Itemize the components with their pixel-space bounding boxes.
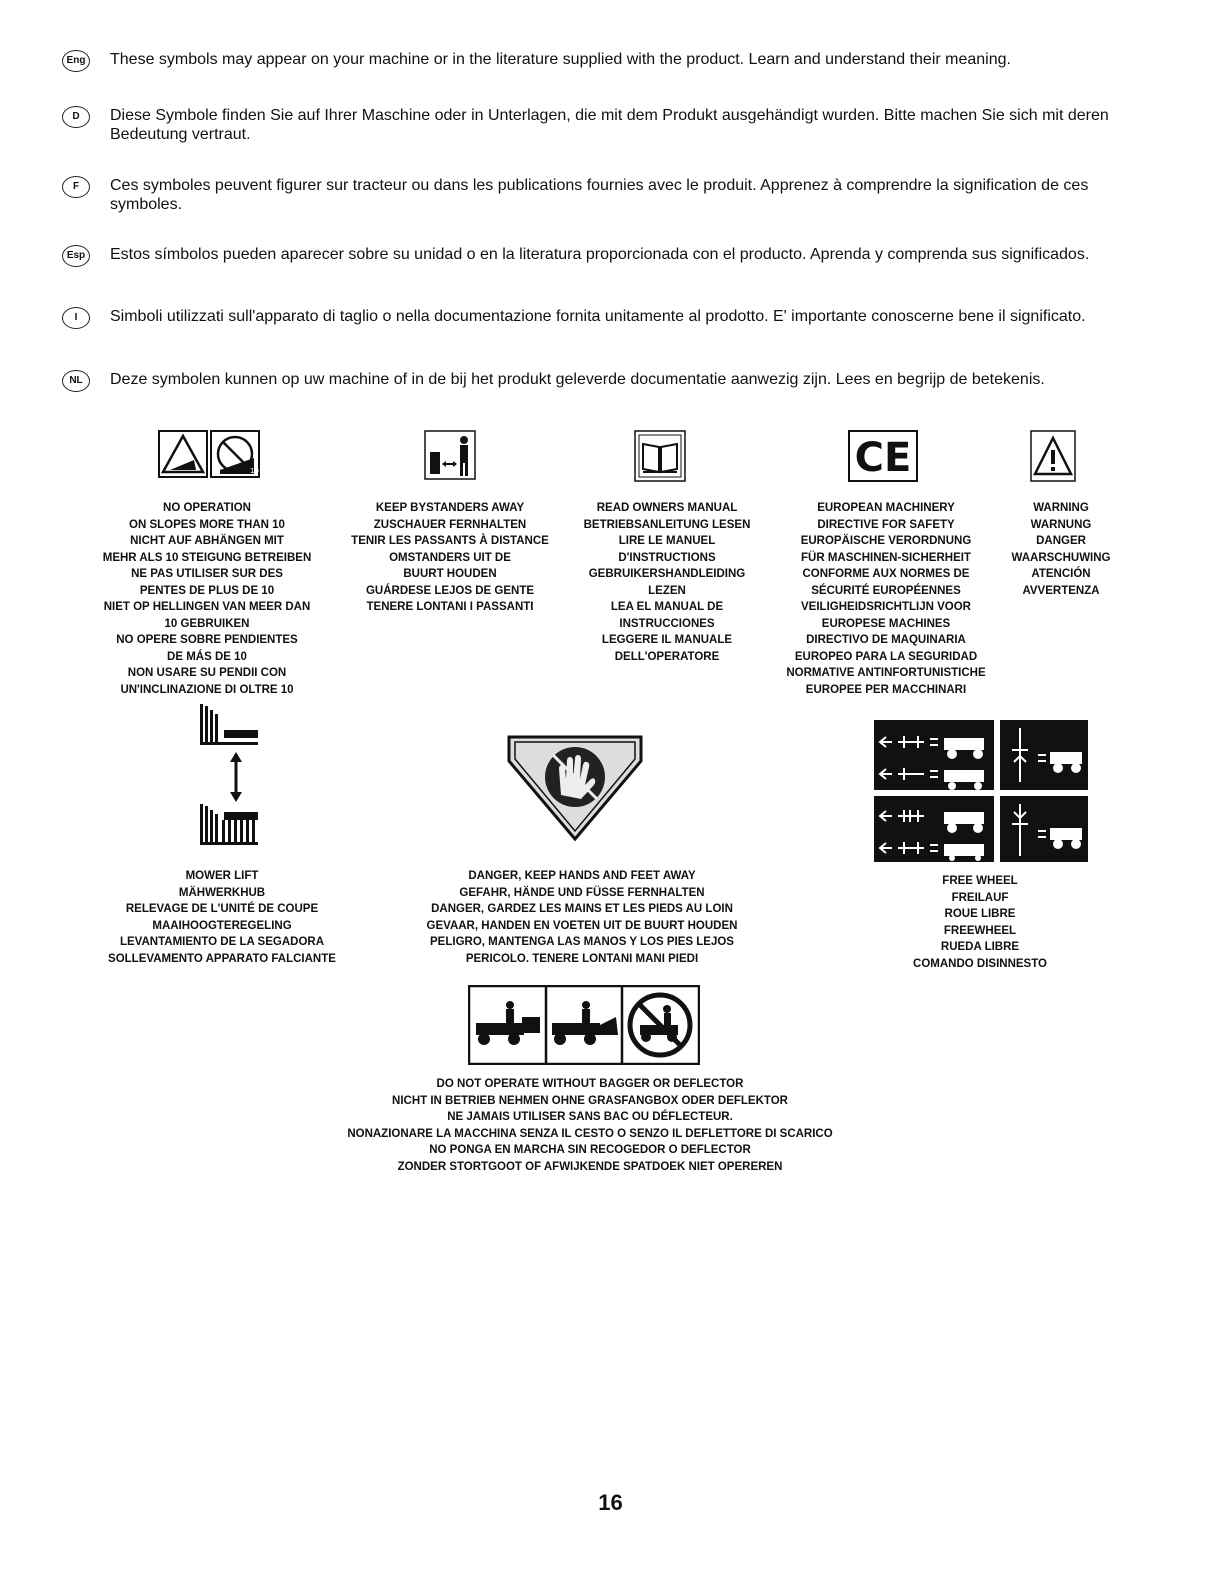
caption-bagger: DO NOT OPERATE WITHOUT BAGGER OR DEFLECTOR NICHT IN BETRIEB NEHMEN OHNE GRASFANGBOX ODER DEFLEKTOR NE JAMAIS UTILISER SANS BAC OU DÉFLECTEUR. NONAZIONARE LA MACCHINA SENZA IL CESTO O SENZO IL DEFLETTORE DI SCARICO NO PONGA EN MARCHA SIN RECOGEDOR O DEFLECTOR ZONDER STORTGOOT OF AFWIJKENDE SPATDOEK NIET OPEREREN bbox=[347, 1078, 833, 1173]
lang-badge-eng: Eng bbox=[62, 50, 90, 72]
caption-slopes: NO OPERATION ON SLOPES MORE THAN 10 NICHT AUF ABHÄNGEN MIT MEHR ALS 10 STEIGUNG BETREIBEN NE PAS UTILISER SUR DES PENTES DE PLUS DE 10 NIET OP HELLINGEN VAN MEER DAN 10 GEBRUIKEN NO OPERE SOBRE PENDIENTES DE MÁS DE 10 NON USARE SU PENDII CON UN'INCLINAZIONE DI OLTRE 10 bbox=[102, 502, 312, 696]
intro-text-nl: Deze symbolen kunnen op uw machine of in de bij het produkt geleverde documentatie aanwezig zijn. Lees en begrijp de betekenis. bbox=[110, 371, 1045, 388]
mower-lift-icon bbox=[192, 700, 264, 850]
intro-text-it: Simboli utilizzati sull'apparato di taglio o nella documentazione fornita unitamente al prodotto. E' importante conoscerne bene il significato. bbox=[110, 308, 1086, 325]
warning-triangle-icon bbox=[1030, 430, 1076, 482]
caption-hands-feet: DANGER, KEEP HANDS AND FEET AWAY GEFAHR, HÄNDE UND FÜSSE FERNHALTEN DANGER, GARDEZ LES MAINS ET LES PIEDS AU LOIN GEVAAR, HANDEN EN VOETEN UIT DE BUURT HOUDEN PELIGRO, MANTENGA LAS MANOS Y LOS PIES LEJOS PERICOLO. TENERE LONTANI MANI PIEDI bbox=[426, 870, 738, 965]
ce-mark-icon bbox=[848, 430, 918, 482]
bagger-deflector-icon bbox=[468, 985, 700, 1065]
free-wheel-icon bbox=[874, 720, 1088, 862]
lang-badge-es: Esp bbox=[62, 245, 90, 267]
caption-mower-lift: MOWER LIFT MÄHWERKHUB RELEVAGE DE L'UNITÉ DE COUPE MAAIHOOGTEREGELING LEVANTAMIENTO DE LA SEGADORA SOLLEVAMENTO APPARATO FALCIANTE bbox=[108, 870, 336, 965]
ce-mark-label: CE bbox=[854, 435, 912, 481]
slope-warning-icon bbox=[158, 430, 262, 478]
page-number: 16 bbox=[598, 1490, 623, 1515]
intro-text-fr: Ces symboles peuvent figurer sur tracteur ou dans les publications fournies avec le produit. Apprenez à comprendre la signification de ces symboles. bbox=[110, 177, 1089, 213]
caption-manual: READ OWNERS MANUAL BETRIEBSANLEITUNG LESEN LIRE LE MANUEL D'INSTRUCTIONS GEBRUIKERSHANDLEIDING LEZEN LEA EL MANUAL DE INSTRUCCIONES LEGGERE IL MANUALE DELL'OPERATORE bbox=[583, 502, 751, 663]
lang-badge-de: D bbox=[62, 106, 90, 128]
owners-manual-icon bbox=[634, 430, 686, 482]
intro-text-es: Estos símbolos pueden aparecer sobre su unidad o en la literatura proporcionada con el producto. Aprenda y comprenda sus significados. bbox=[110, 246, 1090, 263]
lang-badge-nl: NL bbox=[62, 370, 90, 392]
lang-badge-fr: F bbox=[62, 176, 90, 198]
bystanders-icon bbox=[424, 430, 476, 480]
caption-warning: WARNING WARNUNG DANGER WAARSCHUWING ATENCIÓN AVVERTENZA bbox=[1011, 502, 1111, 597]
slope-degrees-label: 10 bbox=[250, 467, 259, 475]
caption-ce: EUROPEAN MACHINERY DIRECTIVE FOR SAFETY EUROPÄISCHE VERORDNUNG FÜR MASCHINEN-SICHERHEIT CONFORME AUX NORMES DE SÉCURITÉ EUROPÉENNES VEILIGHEIDSRICHTLIJN VOOR EUROPESE MACHINES DIRECTIVO DE MAQUINARIA EUROPEO PARA LA SEGURIDAD NORMATIVE ANTINFORTUNISTICHE EUROPEE PER MACCHINARI bbox=[786, 502, 986, 696]
hand-danger-icon bbox=[505, 733, 645, 843]
intro-text-eng: These symbols may appear on your machine or in the literature supplied with the product. Learn and understand their meaning. bbox=[110, 51, 1011, 68]
caption-bystanders: KEEP BYSTANDERS AWAY ZUSCHAUER FERNHALTEN TENIR LES PASSANTS À DISTANCE OMSTANDERS UIT DE BUURT HOUDEN GUÁRDESE LEJOS DE GENTE TENERE LONTANI I PASSANTI bbox=[351, 502, 549, 613]
lang-badge-it: I bbox=[62, 307, 90, 329]
caption-free-wheel: FREE WHEEL FREILAUF ROUE LIBRE FREEWHEEL RUEDA LIBRE COMANDO DISINNESTO bbox=[913, 875, 1047, 970]
intro-text-de: Diese Symbole finden Sie auf Ihrer Maschine oder in Unterlagen, die mit dem Produkt ausgehändigt wurden. Bitte machen Sie sich mit deren Bedeutung vertraut. bbox=[110, 107, 1109, 143]
